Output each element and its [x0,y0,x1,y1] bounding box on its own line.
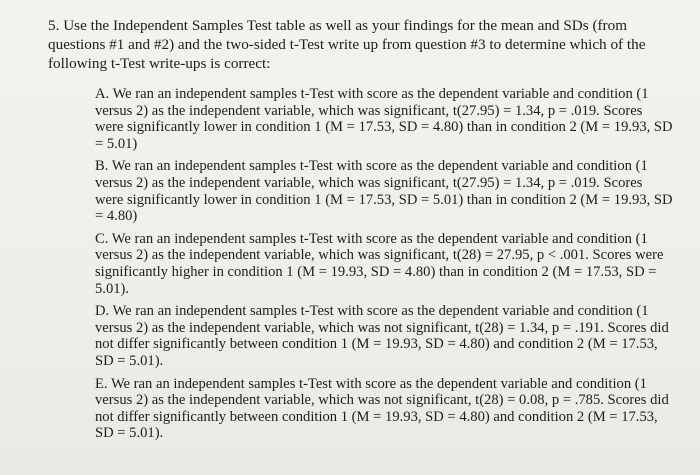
option-c: C. We ran an independent samples t-Test with score as the dependent variable and condition (1 versus 2) as the independent variable, which was significant, t(28) = 27.95, p < .001. Scores were significantly higher in condition 1 (M = 19.93, SD = 4.80) than in condition 2 (M = 17.53, SD = 5.01). [95,230,664,297]
question-text: 5. Use the Independent Samples Test table as well as your findings for the mean and SDs (from questions #1 and #2) and the two-sided t-Test write up from question #3 to determine which of the following t-Test write-ups is correct: [48,17,646,72]
option-a: A. We ran an independent samples t-Test with score as the dependent variable and condition (1 versus 2) as the independent variable, which was significant, t(27.95) = 1.34, p = .019. Scores were significantly lower in condition 1 (M = 17.53, SD = 4.80) than in condition 2 (M = 19.93, SD = 5.01) [95,86,673,152]
answer-options [95,86,673,448]
option-e: E. We ran an independent samples t-Test with score as the dependent variable and condition (1 versus 2) as the independent variable, which was not significant, t(28) = 0.08, p = .785. Scores did not differ significantly between condition 1 (M = 19.93, SD = 4.80) and condition 2 (M = 17.53, SD = 5.01). [95,375,669,442]
option-d: D. We ran an independent samples t-Test with score as the dependent variable and condition (1 versus 2) as the independent variable, which was not significant, t(28) = 1.34, p = .191. Scores did not differ significantly between condition 1 (M = 19.93, SD = 4.80) and condition 2 (M = 17.53, SD = 5.01). [95,303,669,369]
option-b: B. We ran an independent samples t-Test with score as the dependent variable and condition (1 versus 2) as the independent variable, which was significant, t(27.95) = 1.34, p = .019. Scores were significantly lower in condition 1 (M = 17.53, SD = 5.01) than in condition 2 (M = 19.93, SD = 4.80) [95,158,673,225]
